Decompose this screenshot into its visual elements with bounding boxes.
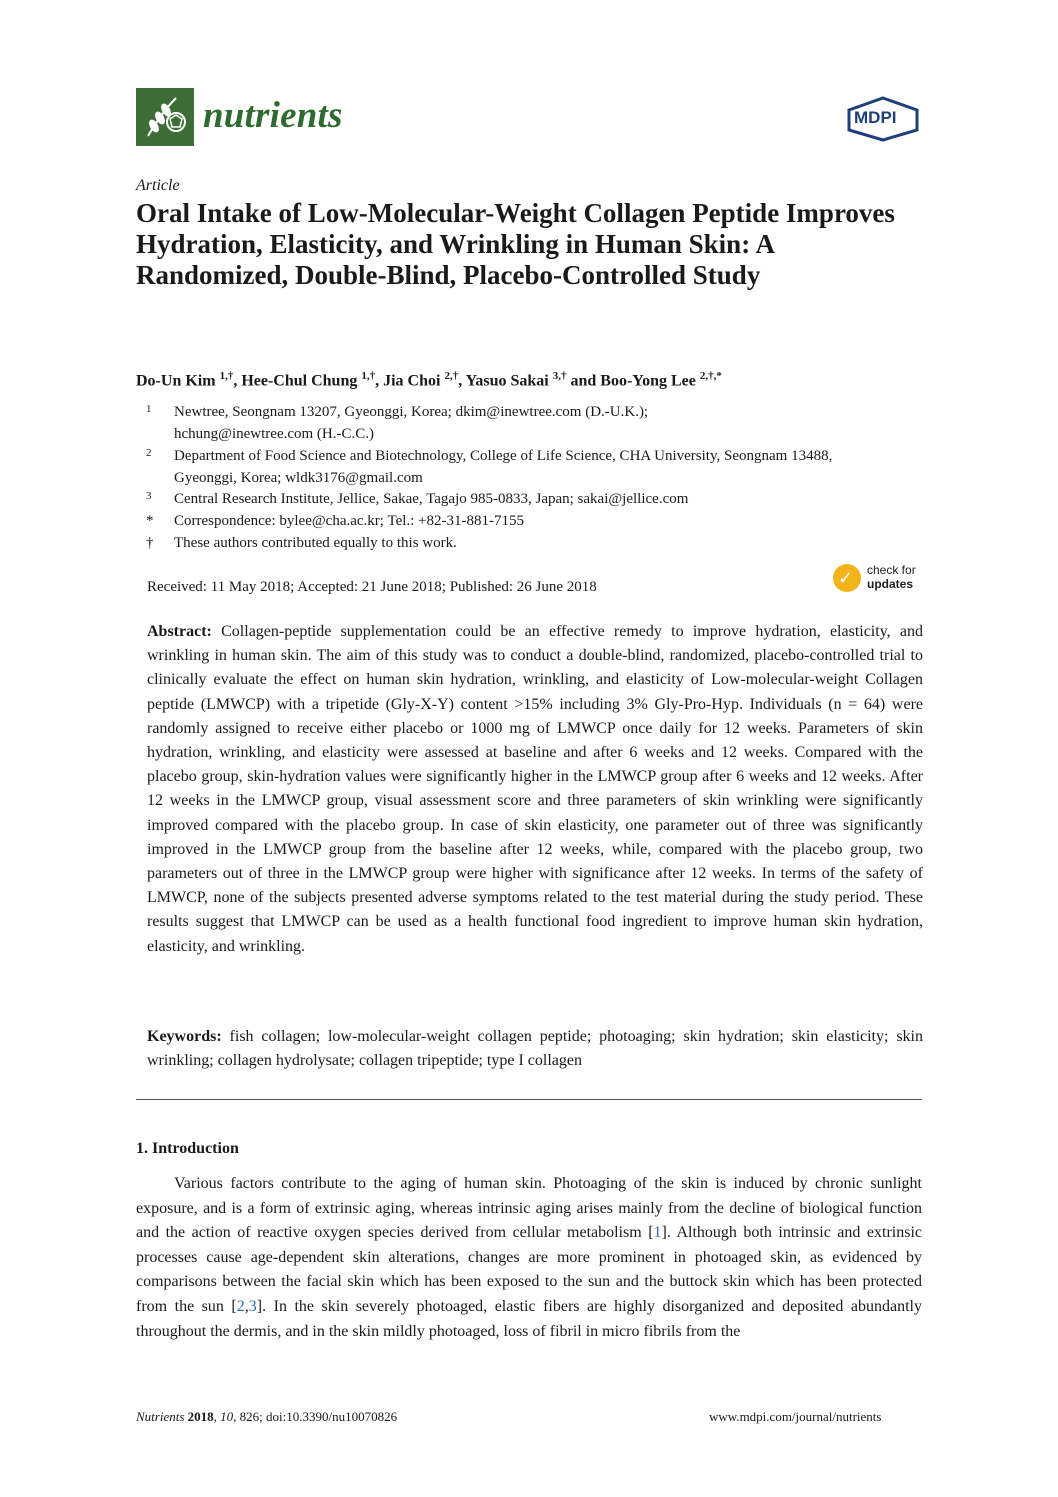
author-affil: 3,† [552,370,567,382]
affiliation-line: Newtree, Seongnam 13207, Gyeonggi, Korea; dkim@inewtree.com (D.-U.K.); [174,404,649,420]
citation-separator: , [244,1297,249,1315]
affiliation-mark: † [146,535,154,551]
abstract-text: Collagen-peptide supplementation could be an effective remedy to improve hydration, elasticity, and wrinkling in human skin. The aim of this study was to conduct a double-blind, randomized, placebo-controlled trial to clinically evaluate the effect on human skin hydration, wrinkling, and elasticity of Low-molecular-weight Collagen peptide (LMWCP) with a tripetide (Gly-X-Y) content >15% including 3% Gly-Pro-Hyp. Individuals (n = 64) were randomly assigned to receive either placebo or 1000 mg of LMWCP once daily for 12 weeks. Parameters of skin hydration, wrinkling, and elasticity were assessed at baseline and after 6 weeks and 12 weeks. Compared with the placebo group, skin-hydration values were significantly higher in the LMWCP group after 6 weeks and 12 weeks. After 12 weeks in the LMWCP group, visual assessment score and three parameters of skin wrinkling were significantly improved compared with the placebo group. In case of skin elasticity, one parameter out of three was significantly improved in the LMWCP group from the baseline after 12 weeks, while, compared with the placebo group, two parameters out of three in the LMWCP group were higher with significance after 12 weeks. In terms of the safety of LMWCP, none of the subjects presented adverse symptoms related to the test material during the study period. These results suggest that LMWCP can be used as a health functional food ingredient to improve human skin hydration, elasticity, and wrinkling. [147,623,924,955]
publication-dates: Received: 11 May 2018; Accepted: 21 June 2018; Published: 26 June 2018 [147,579,597,595]
author-affil: 2,†,* [699,370,722,382]
intro-text: Various factors contribute to the aging of human skin. Photoaging of the skin is induced by chronic sunlight exposure, and is a form of extrinsic aging, whereas intrinsic aging arises mainly from the decline of biological function and the action of reactive oxygen species derived from cellular metabolism [ [136,1175,922,1242]
citation-link[interactable]: 2 [236,1297,245,1315]
author: Yasuo Sakai [465,372,549,390]
author: Do-Un Kim [136,372,216,390]
keywords [147,1025,923,1073]
footer-citation: Nutrients 2018, 10, 826; doi:10.3390/nu10070826 [136,1409,398,1424]
wheat-icon [136,88,194,146]
affiliation-mark: 1 [146,403,152,415]
check-updates-line2: updates [867,577,914,591]
affiliation-line: Department of Food Science and Biotechnology, College of Life Science, CHA University, Seongnam 13488, [174,448,833,464]
affiliation-mark: 2 [146,447,152,459]
intro-text: ]. In the skin severely photoaged, elastic fibers are highly disorganized and deposited abundantly throughout the dermis, and in the skin mildly photoaged, loss of fibril in micro fibrils from the [136,1297,923,1340]
author-affil: 2,† [444,370,459,382]
footer-journal: Nutrients [136,1409,185,1424]
keywords-label: Keywords: [147,1028,222,1045]
keywords-text: fish collagen; low-molecular-weight collagen peptide; photoaging; skin hydration; skin elasticity; skin wrinkling; collagen hydrolysate; collagen tripeptide; type I collagen [147,1028,924,1070]
citation-link[interactable]: 1 [653,1224,662,1242]
intro-text: ]. Although both intrinsic and extrinsic processes cause age-dependent skin alterations, changes are more prominent in photoaged skin, as evidenced by comparisons between the facial skin which has been exposed to the sun and the buttock skin which has been protected from the sun [ [136,1224,922,1315]
author-affil: 1,† [361,370,376,382]
publisher-logo [845,96,921,142]
checkmark-icon: ✓ [838,568,854,589]
citation-link[interactable]: 3 [248,1297,257,1315]
affiliation-line: Central Research Institute, Jellice, Sakae, Tagajo 985-0833, Japan; sakai@jellice.com [174,491,689,507]
affiliation-line: Gyeonggi, Korea; wldk3176@gmail.com [174,470,423,486]
affiliation-line: hchung@inewtree.com (H.-C.C.) [174,426,375,442]
author: Jia Choi [383,372,441,390]
introduction-paragraph [136,1172,922,1344]
abstract [147,620,923,959]
article-title: Oral Intake of Low-Molecular-Weight Collagen Peptide Improves Hydration, Elasticity, and Wrinkling in Human Skin: A Randomized, Double-Blind, Placebo-Controlled Study [136,198,895,290]
author-affil: 1,† [219,370,234,382]
affiliation-line: These authors contributed equally to this work. [174,535,457,551]
article-type: Article [136,177,180,194]
check-for-updates-badge[interactable] [833,562,933,598]
affiliation-mark: * [146,513,154,529]
footer-year: 2018 [187,1409,214,1424]
abstract-label: Abstract: [147,623,212,640]
publisher-name: MDPI [854,108,897,127]
affiliation-line: Correspondence: bylee@cha.ac.kr; Tel.: +82-31-881-7155 [174,513,525,529]
footer-doi: , 826; doi:10.3390/nu10070826 [233,1409,398,1424]
journal-logo [136,88,194,146]
section-divider [136,1099,922,1100]
author-list: Do-Un Kim $^{1,\dagger}$, Hee-Chul Chung $^{1,\dagger}$, Jia Choi $^{2,\dagger}$, Yasuo Sakai $^{3,\dagger}$ and Boo-Yong Lee $^{2,\dagger,*}$ [136,370,722,390]
author: Hee-Chul Chung [241,372,358,390]
affiliation-mark: 3 [146,490,152,502]
check-updates-line1: check for [867,563,916,577]
author: Boo-Yong Lee [600,372,696,390]
footer-volume: 10 [220,1409,234,1424]
footer-url[interactable]: www.mdpi.com/journal/nutrients [709,1409,882,1424]
journal-name: nutrients [203,95,343,136]
section-heading: 1. Introduction [136,1140,239,1157]
